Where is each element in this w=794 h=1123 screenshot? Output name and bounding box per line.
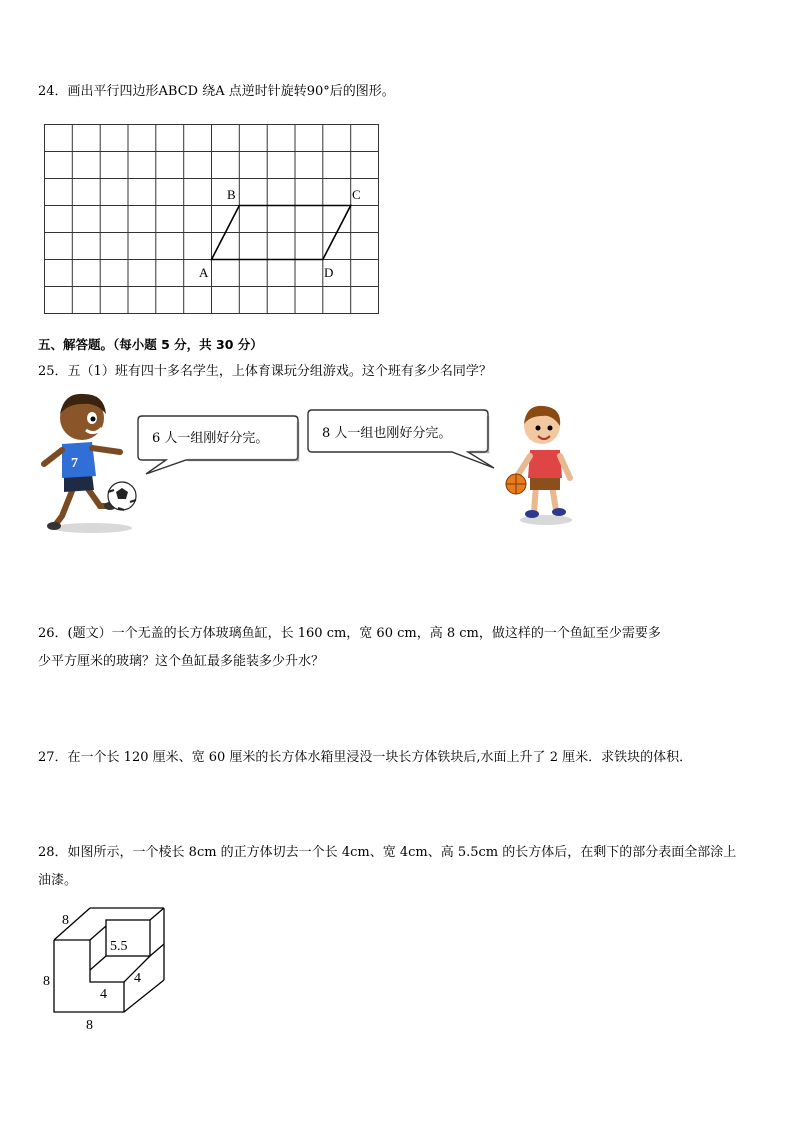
bubble-right-text: 8 人一组也刚好分完。 bbox=[322, 426, 452, 441]
dim-top-8: 8 bbox=[62, 913, 69, 928]
question-24-text: 24．画出平行四边形ABCD 绕A 点逆时针旋转90°后的图形。 bbox=[38, 84, 395, 99]
question-28-line2: 油漆。 bbox=[38, 873, 78, 888]
jersey-number: 7 bbox=[71, 456, 78, 471]
label-d: D bbox=[324, 265, 334, 280]
question-25-text: 25．五（1）班有四十多名学生，上体育课玩分组游戏。这个班有多少名同学？ bbox=[38, 364, 492, 379]
question-26-line1: 26．(题文）一个无盖的长方体玻璃鱼缸，长 160 cm，宽 60 cm，高 8 cm，做这样的一个鱼缸至少需要多 bbox=[38, 626, 661, 641]
cut-cube-figure bbox=[36, 900, 186, 1040]
boy-basketball-illustration bbox=[496, 396, 586, 528]
label-a: A bbox=[199, 265, 209, 280]
question-27-text: 27．在一个长 120 厘米、宽 60 厘米的长方体水箱里浸没一块长方体铁块后,水面上升了 2 厘米．求铁块的体积． bbox=[38, 750, 693, 765]
grid-lines bbox=[45, 125, 379, 314]
grid-figure bbox=[40, 120, 385, 320]
bubble-left-text: 6 人一组刚好分完。 bbox=[152, 431, 269, 446]
question-28-line1: 28．如图所示，一个棱长 8cm 的正方体切去一个长 4cm、宽 4cm、高 5.5cm 的长方体后，在剩下的部分表面全部涂上 bbox=[38, 845, 737, 860]
question-26-line2: 少平方厘米的玻璃？这个鱼缸最多能装多少升水？ bbox=[38, 654, 325, 669]
dim-inner-5-5: 5.5 bbox=[110, 939, 128, 954]
dim-bottom-8: 8 bbox=[86, 1018, 93, 1033]
section-5-title: 五、解答题。（每小题 5 分，共 30 分） bbox=[38, 337, 263, 352]
dim-left-8: 8 bbox=[43, 974, 50, 989]
dim-right-4: 4 bbox=[134, 971, 141, 986]
speech-bubble-left bbox=[136, 414, 304, 480]
label-b: B bbox=[227, 187, 236, 202]
label-c: C bbox=[352, 187, 361, 202]
dim-mid-4: 4 bbox=[100, 987, 107, 1002]
boy-soccer-illustration bbox=[34, 378, 144, 538]
